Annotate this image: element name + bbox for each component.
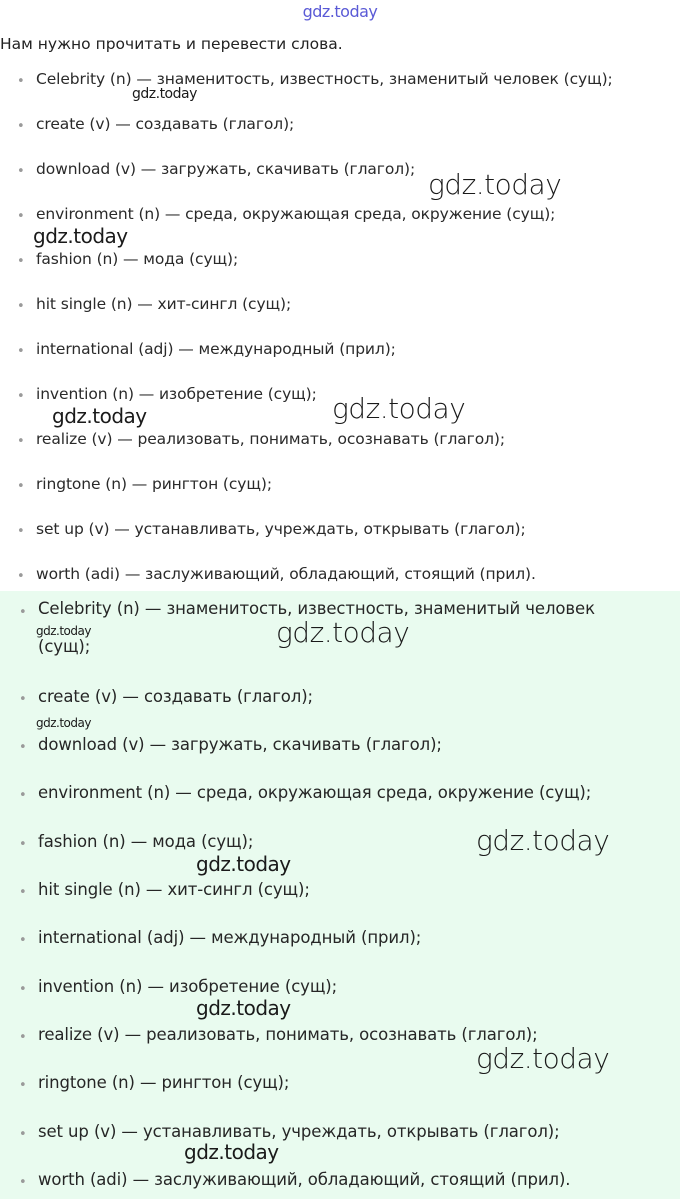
site-title-link[interactable]: gdz.today <box>302 2 378 21</box>
watermark: gdz.today <box>428 168 562 201</box>
bullet-icon: • <box>17 254 25 269</box>
bullet-icon: • <box>19 692 27 707</box>
bullet-icon: • <box>17 164 25 179</box>
bullet-icon: • <box>19 933 27 948</box>
watermark: gdz.today <box>184 1140 279 1164</box>
watermark: gdz.today <box>36 716 91 730</box>
watermark: gdz.today <box>33 224 128 248</box>
answer-panel: • Celebrity (n) — знаменитость, известность, знаменитый человек (сущ); • create (v) — создавать (глагол); • download (v) — загружать, скачивать (глагол); • environment (n) — среда, окружающая среда, окружение (сущ); • fashion (n) — мода (сущ); • hit single (n) — хит-сингл (сущ); • international (adj) — международный (прил); • invention (n) — изобретение (сущ); • realize (v) — реализовать, понимать, осознавать (глагол); • ringtone (n) — рингтон (сущ); • set up (v) — устанавливать, учреждать, открывать (глагол); • worth (adi) — заслуживающий, обладающий, стоящий (прил). <box>0 591 680 1199</box>
bullet-icon: • <box>17 524 25 539</box>
bullet-icon: • <box>19 605 27 620</box>
bullet-icon: • <box>19 740 27 755</box>
intro-text: Нам нужно прочитать и перевести слова. <box>0 35 343 53</box>
bullet-icon: • <box>17 119 25 134</box>
watermark: gdz.today <box>132 86 197 102</box>
bullet-icon: • <box>19 837 27 852</box>
bullet-icon: • <box>17 209 25 224</box>
bullet-icon: • <box>17 389 25 404</box>
bullet-icon: • <box>19 1030 27 1045</box>
bullet-icon: • <box>19 1127 27 1142</box>
watermark: gdz.today <box>476 824 610 857</box>
watermark: gdz.today <box>476 1042 610 1075</box>
watermark: gdz.today <box>196 996 291 1020</box>
bullet-icon: • <box>19 788 27 803</box>
watermark: gdz.today <box>332 392 466 425</box>
bullet-icon: • <box>17 569 25 584</box>
bullet-icon: • <box>17 344 25 359</box>
bullet-icon: • <box>17 479 25 494</box>
bullet-icon: • <box>19 885 27 900</box>
watermark: gdz.today <box>276 616 410 649</box>
bullet-icon: • <box>19 1175 27 1190</box>
watermark: gdz.today <box>52 404 147 428</box>
bullet-icon: • <box>17 434 25 449</box>
bullet-icon: • <box>19 1078 27 1093</box>
watermark: gdz.today <box>196 852 291 876</box>
bullet-icon: • <box>17 299 25 314</box>
bullet-icon: • <box>19 982 27 997</box>
watermark: gdz.today <box>36 624 91 638</box>
bullet-icon: • <box>17 74 25 89</box>
